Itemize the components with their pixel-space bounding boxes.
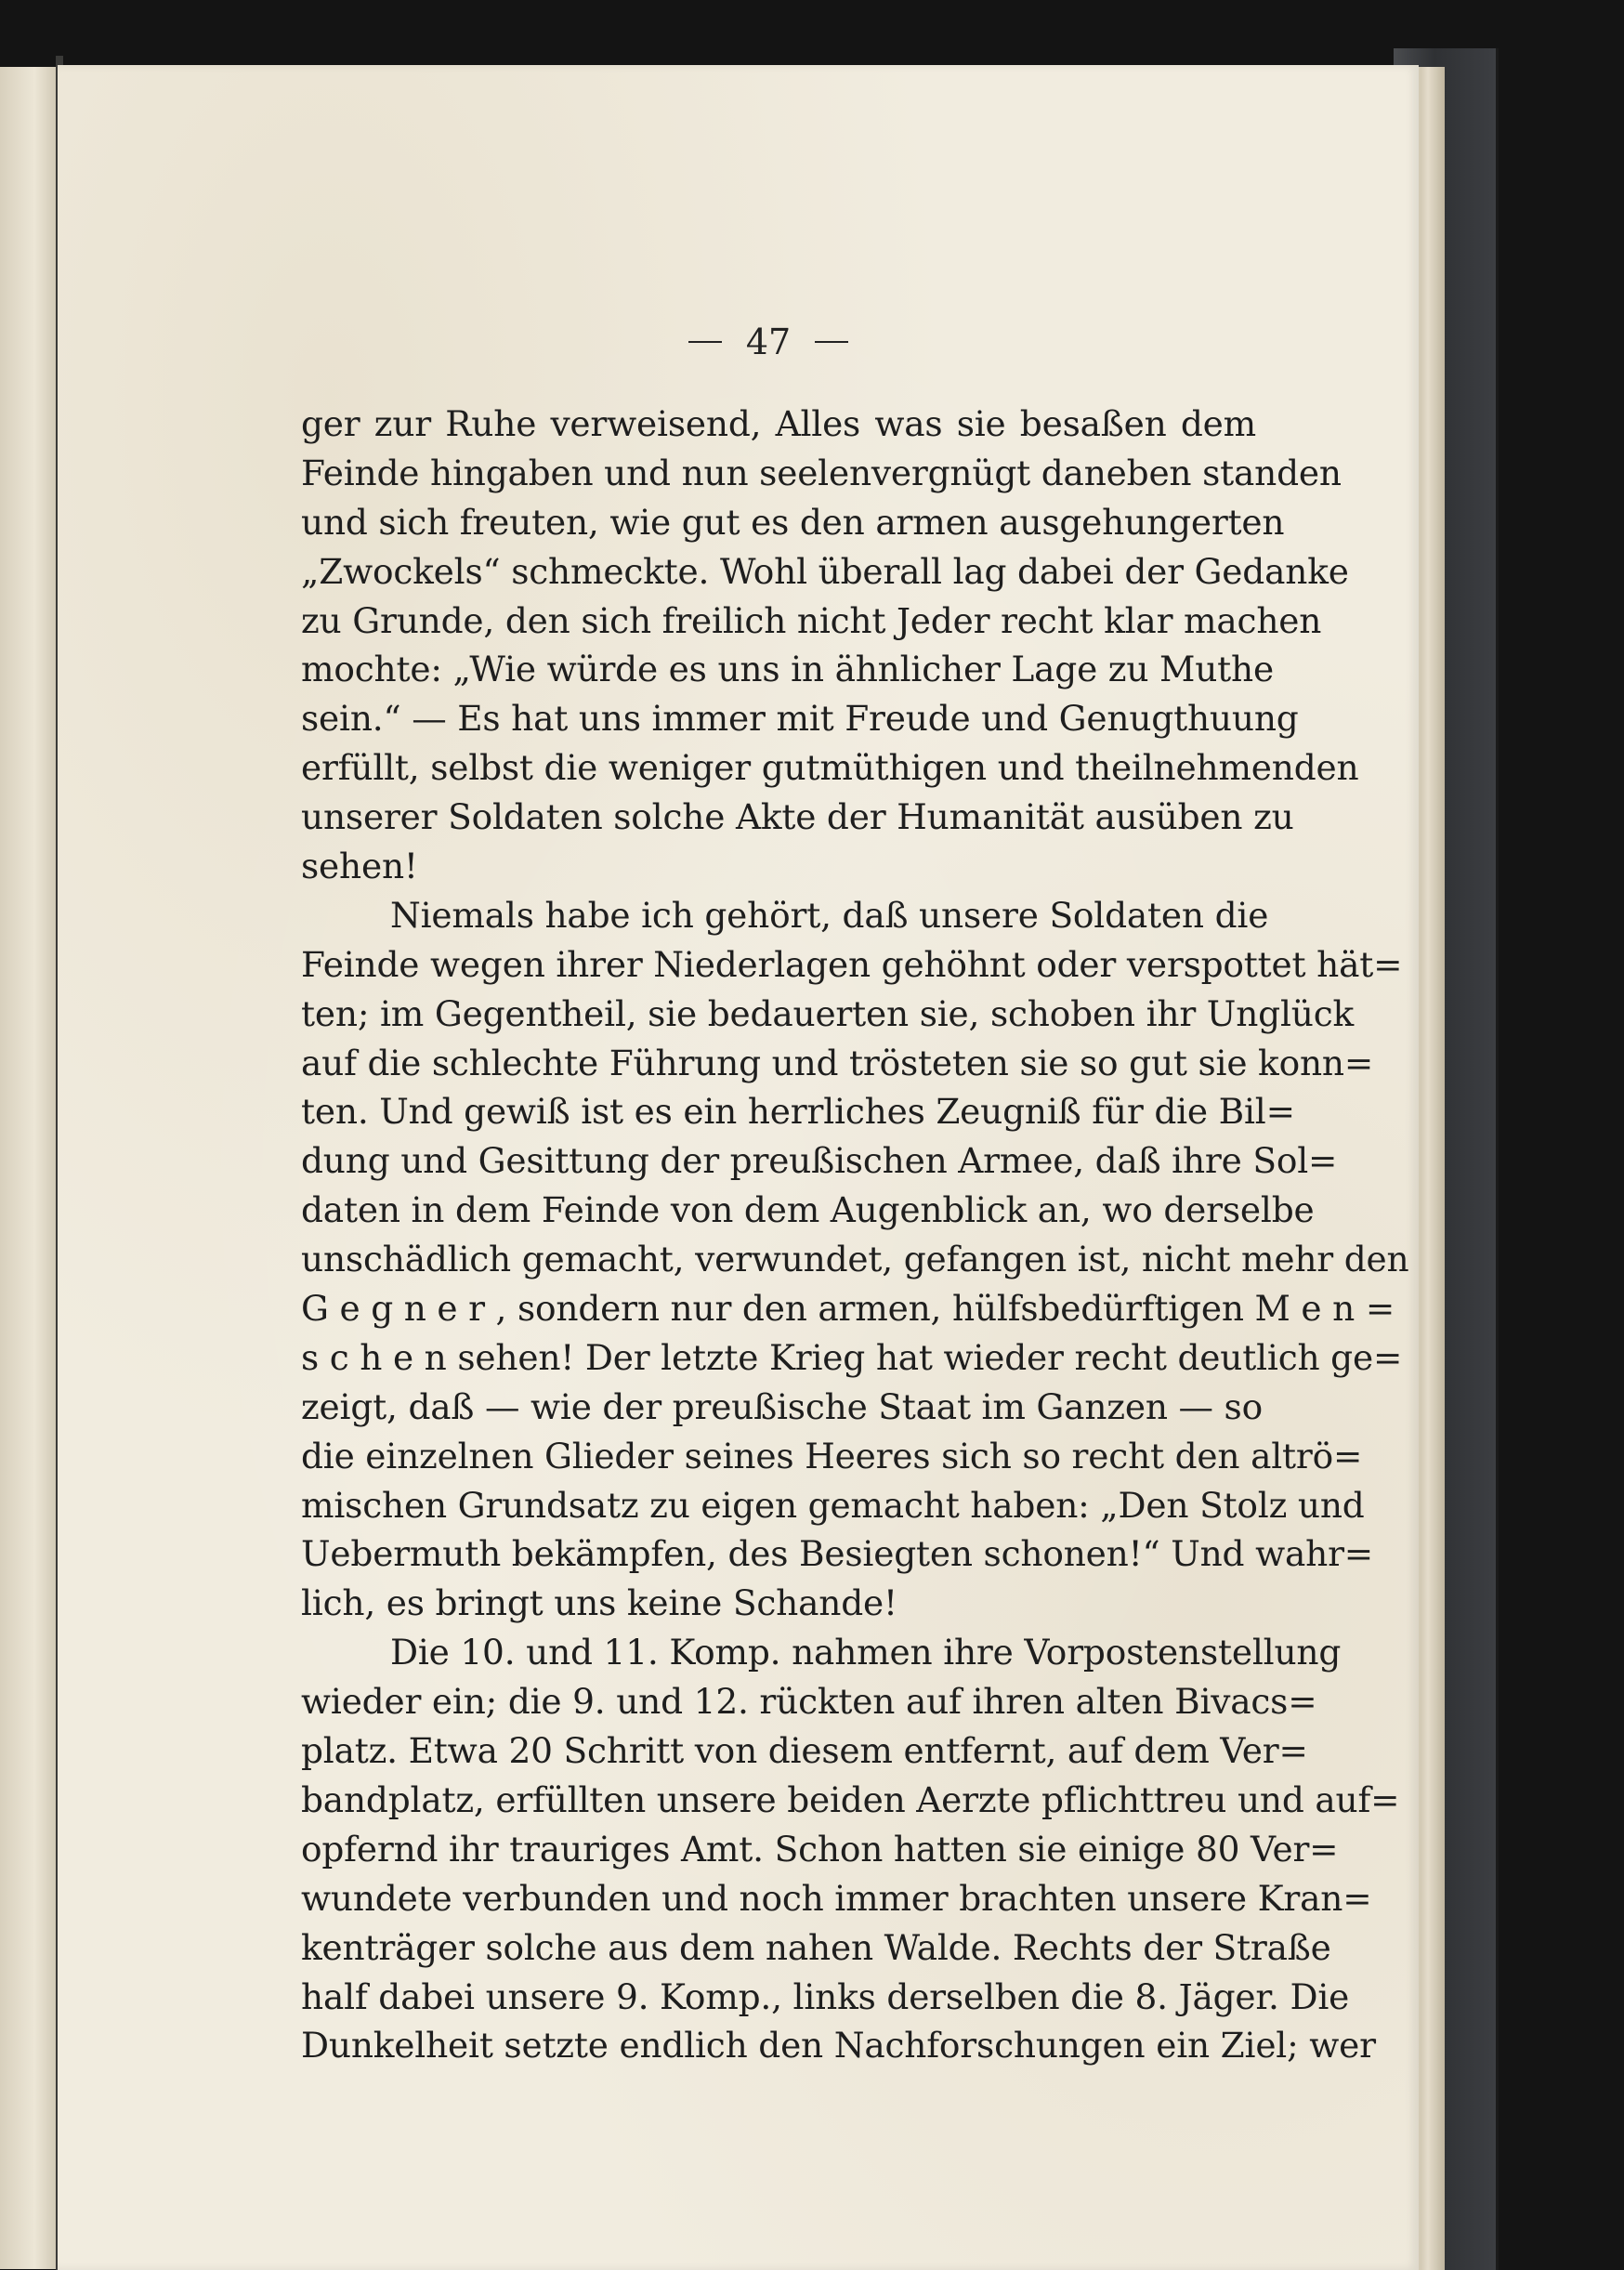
text-line: „Zwockels“ schmeckte. Wohl überall lag dabei der Gedanke bbox=[301, 550, 1349, 592]
text-line: ten; im Gegentheil, sie bedauerten sie, schoben ihr Unglück bbox=[301, 992, 1355, 1034]
text-line: Feinde hingaben und nun seelenvergnügt daneben standen bbox=[301, 452, 1342, 493]
header-dash-right bbox=[815, 341, 848, 343]
text-line: bandplatz, erfüllten unsere beiden Aerzte pflichttreu und auf= bbox=[301, 1778, 1400, 1820]
text-line: die einzelnen Glieder seines Heeres sich so recht den altrö= bbox=[301, 1435, 1363, 1476]
header-dash-left bbox=[688, 341, 722, 343]
text-line: zu Grunde, den sich freilich nicht Jeder recht klar machen bbox=[301, 599, 1322, 641]
page-number: 47 bbox=[745, 321, 792, 362]
text-line: sein.“ — Es hat uns immer mit Freude und Genugthuung bbox=[301, 698, 1299, 740]
text-line: half dabei unsere 9. Komp., links derselben die 8. Jäger. Die bbox=[301, 1975, 1350, 2017]
text-line: mochte: „Wie würde es uns in ähnlicher Lage zu Muthe bbox=[301, 649, 1274, 690]
text-line: opfernd ihr trauriges Amt. Schon hatten sie einige 80 Ver= bbox=[301, 1828, 1339, 1870]
text-line: platz. Etwa 20 Schritt von diesem entfernt, auf dem Ver= bbox=[301, 1730, 1308, 1772]
text-line: wundete verbunden und noch immer brachten unsere Kran= bbox=[301, 1877, 1372, 1919]
text-line: lich, es bringt uns keine Schande! bbox=[301, 1582, 897, 1624]
book-page bbox=[58, 65, 1419, 2270]
text-line: ger zur Ruhe verweisend, Alles was sie besaßen dem bbox=[301, 403, 1256, 444]
text-line: unschädlich gemacht, verwundet, gefangen ist, nicht mehr den bbox=[301, 1239, 1409, 1280]
text-line: zeigt, daß — wie der preußische Staat im Ganzen — so bbox=[301, 1385, 1263, 1427]
text-line: erfüllt, selbst die weniger gutmüthigen und theilnehmenden bbox=[301, 747, 1359, 789]
text-line: s c h e n sehen! Der letzte Krieg hat wieder recht deutlich ge= bbox=[301, 1336, 1403, 1378]
text-line: mischen Grundsatz zu eigen gemacht haben: „Den Stolz und bbox=[301, 1484, 1365, 1526]
text-line: daten in dem Feinde von dem Augenblick an, wo derselbe bbox=[301, 1189, 1315, 1231]
page-header bbox=[615, 314, 922, 370]
body-text bbox=[301, 400, 1409, 2070]
facing-page-edge bbox=[0, 67, 58, 2269]
text-line: G e g n e r , sondern nur den armen, hülfsbedürftigen M e n = bbox=[301, 1288, 1395, 1330]
text-line: Die 10. und 11. Komp. nahmen ihre Vorpostenstellung bbox=[390, 1632, 1342, 1673]
text-line: unserer Soldaten solche Akte der Humanität ausüben zu bbox=[301, 796, 1294, 838]
text-line: auf die schlechte Führung und trösteten sie so gut sie konn= bbox=[301, 1042, 1374, 1083]
text-line: Uebermuth bekämpfen, des Besiegten schonen!“ Und wahr= bbox=[301, 1533, 1374, 1575]
text-line: kenträger solche aus dem nahen Walde. Rechts der Straße bbox=[301, 1926, 1331, 1968]
text-line: dung und Gesittung der preußischen Armee, daß ihre Sol= bbox=[301, 1140, 1338, 1182]
text-line: ten. Und gewiß ist es ein herrliches Zeugniß für die Bil= bbox=[301, 1091, 1295, 1133]
text-line: und sich freuten, wie gut es den armen ausgehungerten bbox=[301, 501, 1285, 543]
text-line: Dunkelheit setzte endlich den Nachforschungen ein Ziel; wer bbox=[301, 2025, 1376, 2067]
text-line: wieder ein; die 9. und 12. rückten auf ihren alten Bivacs= bbox=[301, 1681, 1317, 1723]
text-line: Niemals habe ich gehört, daß unsere Soldaten die bbox=[390, 894, 1269, 936]
text-line: sehen! bbox=[301, 846, 418, 887]
text-line: Feinde wegen ihrer Niederlagen gehöhnt oder verspottet hät= bbox=[301, 943, 1403, 985]
